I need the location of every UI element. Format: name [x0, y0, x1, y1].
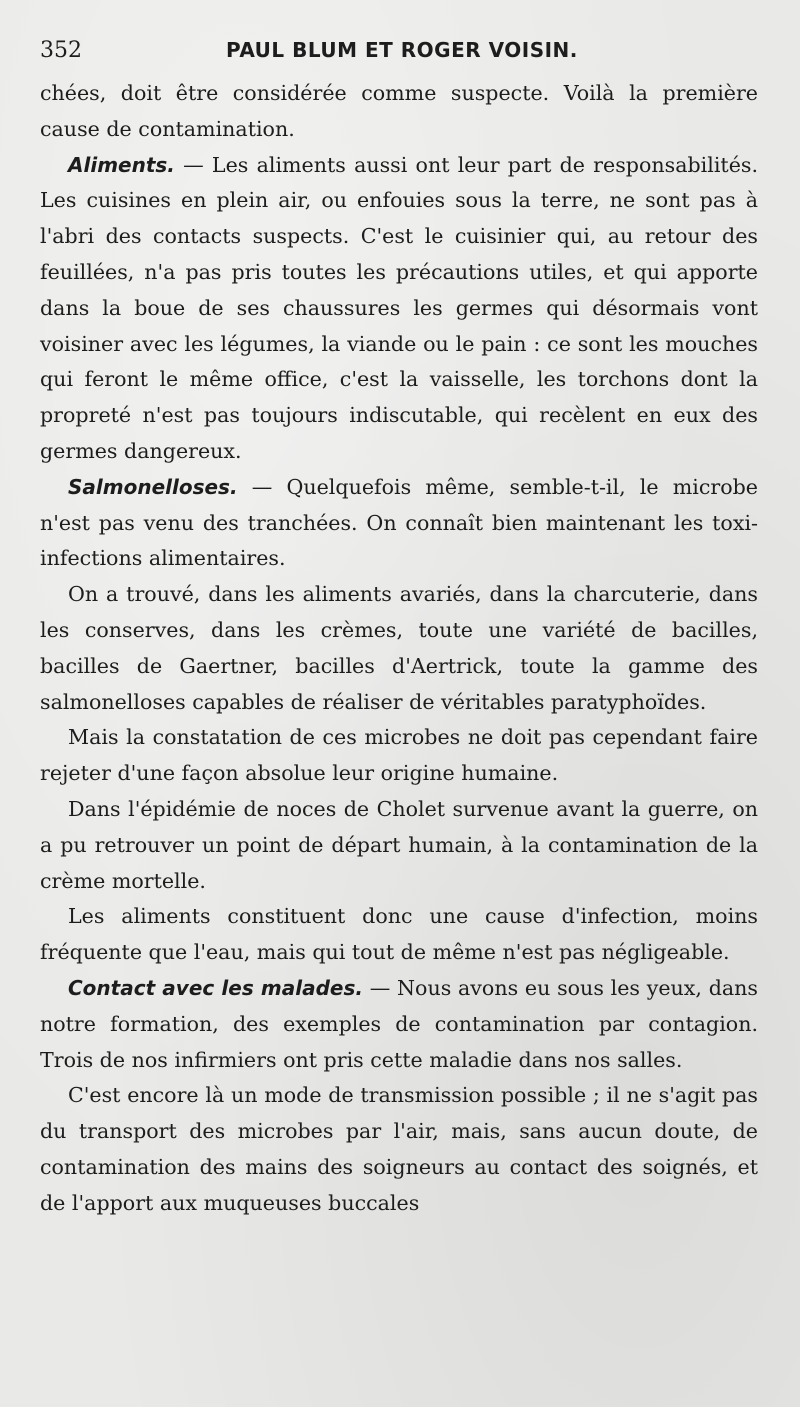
paragraph-text: chées, doit être considérée comme suspecte. Voilà la première cause de contamination.: [40, 81, 758, 141]
section-heading-contact: Contact avec les malades.: [68, 975, 363, 1000]
running-head: PAUL BLUM ET ROGER VOISIN.: [226, 38, 578, 62]
paragraph-text: On a trouvé, dans les aliments avariés, dans la charcuterie, dans les conserves, dans les crèmes, toute une variété de bacilles, bacilles de Gaertner, bacilles d'Aertrick, toute la gamme des salmonelloses capables de réaliser de véritables paratyphoïdes.: [40, 582, 758, 714]
page-header: [40, 34, 760, 68]
paragraph: [40, 971, 758, 1078]
paragraph: [40, 899, 758, 971]
paragraph-text: — Les aliments aussi ont leur part de responsabilités. Les cuisines en plein air, ou enfouies sous la terre, ne sont pas à l'abri des contacts suspects. C'est le cuisinier qui, au retour des feuillées, n'a pas pris toutes les précautions utiles, et qui apporte dans la boue de ses chaussures les germes qui désormais vont voisiner avec les légumes, la viande ou le pain : ce sont les mouches qui feront le même office, c'est la vaisselle, les torchons dont la propreté n'est pas toujours indiscutable, qui recèlent en eux des germes dangereux.: [40, 152, 758, 463]
paragraph-text: — Quelquefois même, semble-t-il, le microbe n'est pas venu des tranchées. On connaît bien maintenant les toxi-infections alimentaires.: [40, 474, 758, 571]
paragraph-text: — Nous avons eu sous les yeux, dans notre formation, des exemples de contamination par contagion. Trois de nos infirmiers ont pris cette maladie dans nos salles.: [40, 975, 758, 1072]
section-heading-aliments: Aliments.: [68, 152, 175, 177]
paragraph: [40, 76, 758, 148]
body-text: [40, 76, 758, 1222]
paragraph-text: Mais la constatation de ces microbes ne doit pas cependant faire rejeter d'une façon absolue leur origine humaine.: [40, 725, 758, 786]
paragraph: [40, 148, 758, 470]
paragraph: [40, 792, 758, 899]
paragraph-text: C'est encore là un mode de transmission possible ; il ne s'agit pas du transport des microbes par l'air, mais, sans aucun doute, de contamination des mains des soigneurs au contact des soignés, et de l'apport aux muqueuses buccales: [40, 1083, 758, 1215]
paragraph: [40, 577, 758, 720]
page-number: 352: [40, 38, 82, 63]
paragraph: [40, 470, 758, 577]
paragraph-text: Les aliments constituent donc une cause d'infection, moins fréquente que l'eau, mais qui tout de même n'est pas négligeable.: [40, 904, 758, 965]
section-heading-salmonelloses: Salmonelloses.: [68, 474, 238, 499]
paragraph: [40, 1078, 758, 1221]
paragraph: [40, 720, 758, 792]
paragraph-text: Dans l'épidémie de noces de Cholet survenue avant la guerre, on a pu retrouver un point de départ humain, à la contamination de la crème mortelle.: [40, 796, 758, 893]
